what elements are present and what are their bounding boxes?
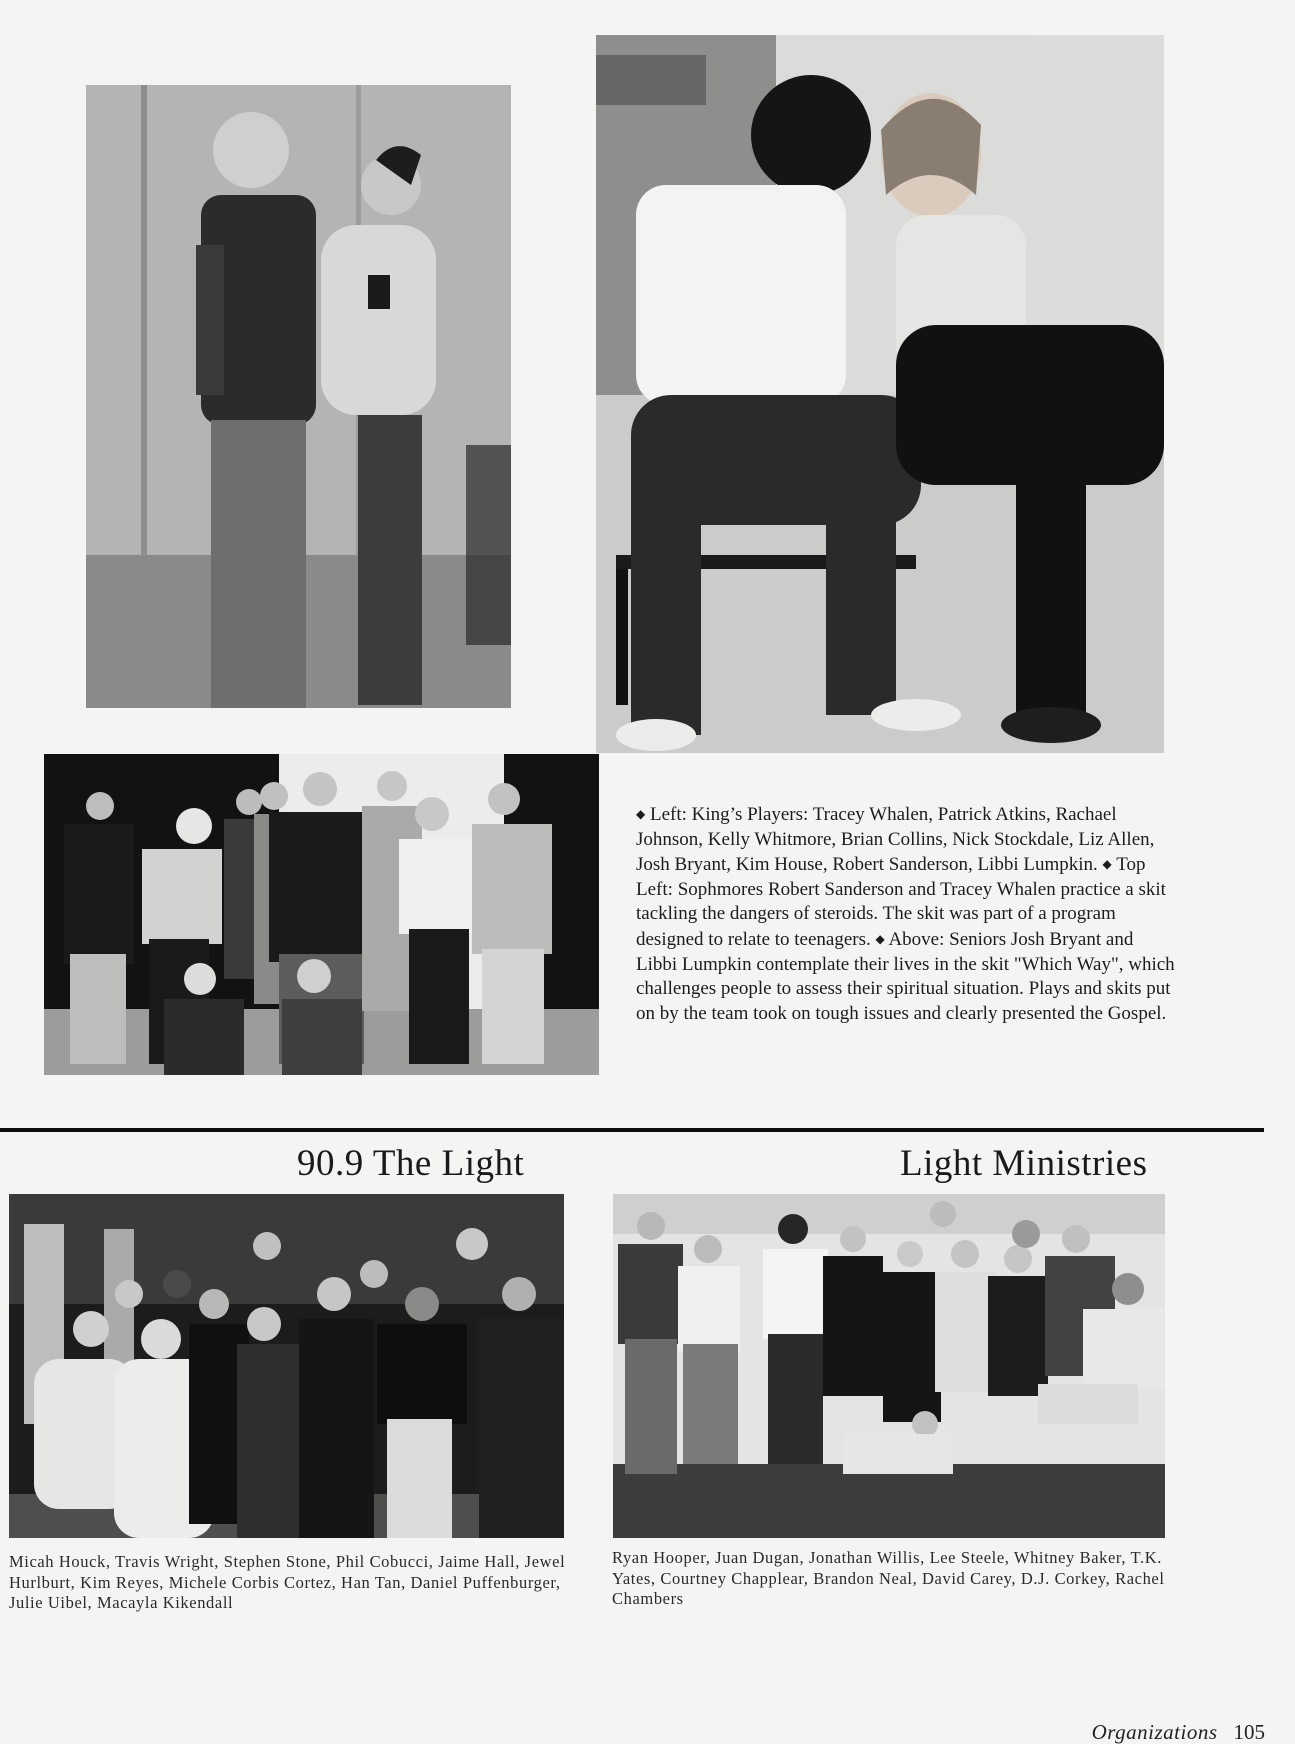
ministries-section-title: Light Ministries bbox=[900, 1143, 1148, 1184]
skit-practice-photo bbox=[86, 85, 511, 708]
caption-top-left-label: Top Left: bbox=[636, 854, 1146, 900]
caption-bullet: ◆ bbox=[875, 931, 885, 946]
page-number: 105 bbox=[1233, 1720, 1265, 1744]
caption-above-text: Seniors Josh Bryant and Libbi Lumpkin contemplate their lives in the skit "Which Way", which challenges people to assess their spiritual situation. Plays and skits put on by the team took on tough issues and clearly presented the Gospel. bbox=[636, 928, 1175, 1024]
caption-bullet: ◆ bbox=[636, 807, 646, 821]
caption-top-left-text: Sophmores Robert Sanderson and Tracey Whalen practice a skit tackling the dangers of steroids. The skit was part of a program designed to relate to teenagers. bbox=[636, 878, 1166, 950]
light-ministries-names-caption: Ryan Hooper, Juan Dugan, Jonathan Willis, Lee Steele, Whitney Baker, T.K. Yates, Courtney Chapplear, Brandon Neal, David Carey, D.J. Corkey, Rachel Chambers bbox=[612, 1548, 1165, 1608]
seated-skit-photo bbox=[596, 35, 1164, 753]
caption-bullet: ◆ bbox=[1102, 857, 1112, 872]
footer-section-name: Organizations bbox=[1091, 1720, 1218, 1744]
light-ministries-group-photo bbox=[613, 1194, 1165, 1538]
kings-players-group-photo bbox=[44, 754, 599, 1075]
caption-left-label: Left: bbox=[649, 804, 687, 825]
the-light-names-caption: Micah Houck, Travis Wright, Stephen Stone, Phil Cobucci, Jaime Hall, Jewel Hurlburt, Kim Reyes, Michele Corbis Cortez, Han Tan, Daniel Puffenburger, Julie Uibel, Macayla Kikendall bbox=[9, 1552, 566, 1612]
caption-above-label: Above: bbox=[888, 928, 945, 950]
section-divider bbox=[0, 1128, 1264, 1132]
caption-left-text: King’s Players: Tracey Whalen, Patrick Atkins, Rachael Johnson, Kelly Whitmore, Brian Collins, Nick Stockdale, Liz Allen, Josh Bryant, Kim House, Robert Sanderson, Libbi Lumpkin. bbox=[636, 804, 1155, 876]
main-caption bbox=[636, 802, 1176, 1026]
light-section-title: 90.9 The Light bbox=[297, 1143, 525, 1184]
the-light-group-photo bbox=[9, 1194, 564, 1538]
page-footer bbox=[1092, 1722, 1265, 1743]
